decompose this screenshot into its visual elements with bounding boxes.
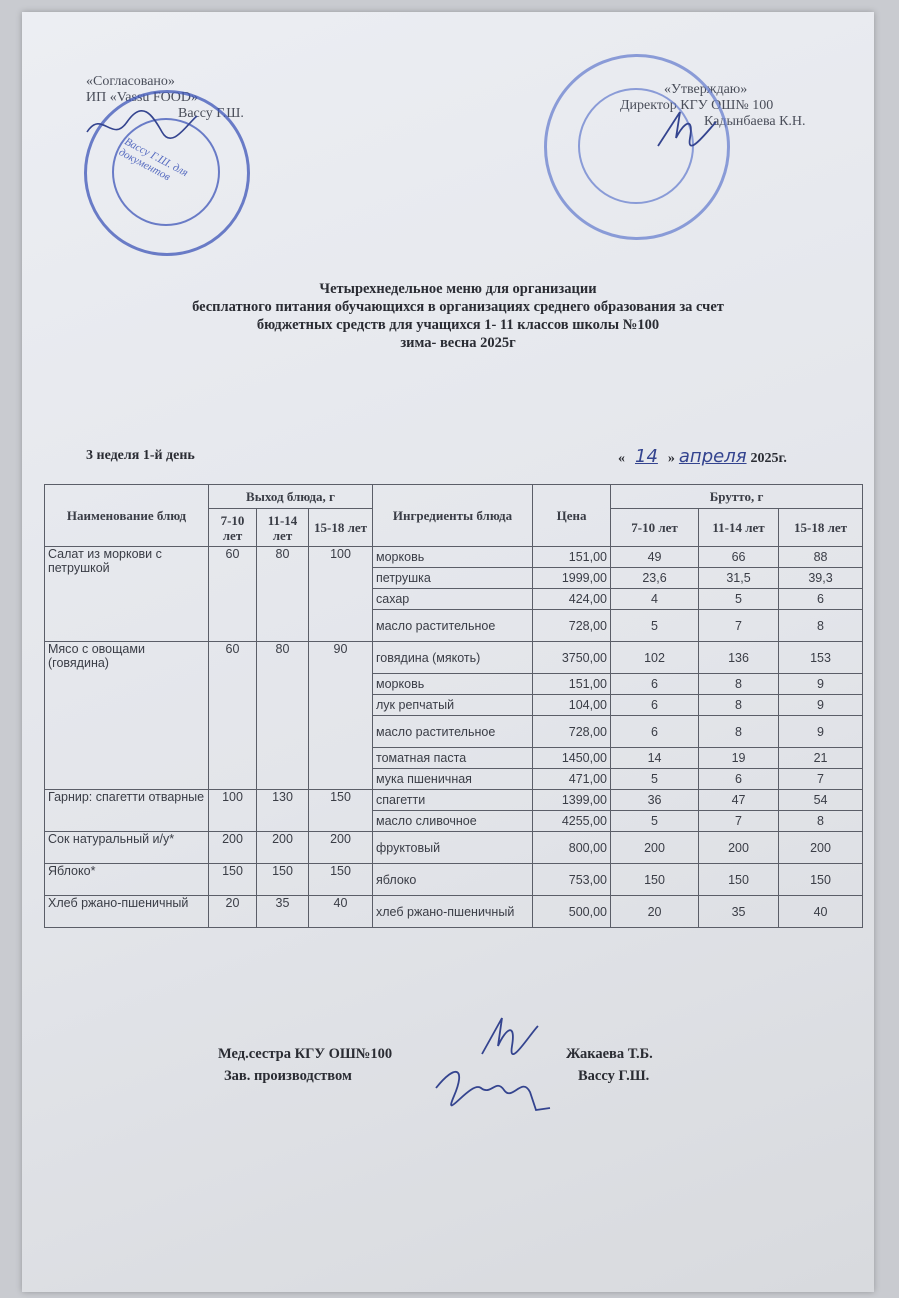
dish-output-cell: 60: [209, 642, 257, 790]
ingredient-brutto-cell: 6: [611, 695, 699, 716]
approval-left-org: ИП «Vassu FOOD»: [86, 90, 199, 105]
ingredient-price: 3750,00: [533, 642, 611, 674]
ingredient-name: фруктовый: [373, 832, 533, 864]
ingredient-brutto-cell: 9: [779, 674, 863, 695]
dish-output-cell: 80: [257, 547, 309, 642]
ingredient-price: 4255,00: [533, 811, 611, 832]
date-quote-open: «: [618, 451, 625, 466]
ingredient-name: говядина (мякоть): [373, 642, 533, 674]
dish-name: Хлеб ржано-пшеничный: [45, 896, 209, 928]
ingredient-name: хлеб ржано-пшеничный: [373, 896, 533, 928]
ingredient-brutto-cell: 150: [699, 864, 779, 896]
ingredient-price: 104,00: [533, 695, 611, 716]
header-price: Цена: [533, 485, 611, 547]
dish-output-cell: 150: [309, 864, 373, 896]
dish-output-cell: 20: [209, 896, 257, 928]
ingredient-price: 728,00: [533, 716, 611, 748]
ingredient-name: спагетти: [373, 790, 533, 811]
dish-name: Гарнир: спагетти отварные: [45, 790, 209, 832]
ingredient-brutto-cell: 200: [779, 832, 863, 864]
dish-output-cell: 130: [257, 790, 309, 832]
date-line: [618, 446, 787, 467]
ingredient-brutto-cell: 5: [611, 769, 699, 790]
ingredient-brutto-cell: 200: [611, 832, 699, 864]
ingredient-price: 424,00: [533, 589, 611, 610]
ingredient-price: 471,00: [533, 769, 611, 790]
ingredient-name: сахар: [373, 589, 533, 610]
table-row: [45, 896, 863, 928]
approval-right-title: «Утверждаю»: [664, 82, 748, 97]
ingredient-price: 1399,00: [533, 790, 611, 811]
dish-output-cell: 150: [309, 790, 373, 832]
date-month: апреля: [678, 446, 747, 467]
ingredient-brutto-cell: 8: [699, 674, 779, 695]
ingredient-brutto-cell: 8: [779, 811, 863, 832]
dish-output-cell: 150: [209, 864, 257, 896]
footer-role-2: Зав. производством: [224, 1068, 352, 1084]
ingredient-brutto-cell: 14: [611, 748, 699, 769]
ingredient-brutto-cell: 102: [611, 642, 699, 674]
ingredient-brutto-cell: 6: [699, 769, 779, 790]
footer-role-1: Мед.сестра КГУ ОШ№100: [218, 1046, 393, 1062]
dish-output-cell: 100: [309, 547, 373, 642]
dish-name: Яблоко*: [45, 864, 209, 896]
ingredient-brutto-cell: 49: [611, 547, 699, 568]
ingredient-brutto-cell: 36: [611, 790, 699, 811]
header-output-age-11-14: 11-14 лет: [257, 509, 309, 547]
ingredient-brutto-cell: 150: [611, 864, 699, 896]
dish-output-cell: 200: [257, 832, 309, 864]
ingredient-price: 800,00: [533, 832, 611, 864]
dish-output-cell: 40: [309, 896, 373, 928]
ingredient-name: томатная паста: [373, 748, 533, 769]
ingredient-brutto-cell: 7: [779, 769, 863, 790]
ingredient-brutto-cell: 5: [611, 610, 699, 642]
ingredient-brutto-cell: 5: [611, 811, 699, 832]
ingredient-name: морковь: [373, 674, 533, 695]
ingredient-brutto-cell: 4: [611, 589, 699, 610]
ingredient-brutto-cell: 66: [699, 547, 779, 568]
footer-name-2: Вассу Г.Ш.: [578, 1068, 650, 1084]
header-output: Выход блюда, г: [209, 485, 373, 509]
table-row: [45, 642, 863, 674]
ingredient-brutto-cell: 9: [779, 716, 863, 748]
header-brutto: Брутто, г: [611, 485, 863, 509]
dish-name: Салат из моркови с петрушкой: [45, 547, 209, 642]
dish-output-cell: 150: [257, 864, 309, 896]
ingredient-brutto-cell: 7: [699, 610, 779, 642]
date-quote-close: »: [667, 451, 675, 466]
ingredient-brutto-cell: 31,5: [699, 568, 779, 589]
title-line-3: бюджетных средств для учащихся 1- 11 классов школы №100: [256, 317, 660, 333]
dish-name: Мясо с овощами (говядина): [45, 642, 209, 790]
header-output-age-15-18: 15-18 лет: [309, 509, 373, 547]
header-brutto-age-11-14: 11-14 лет: [699, 509, 779, 547]
ingredient-brutto-cell: 8: [779, 610, 863, 642]
ingredient-brutto-cell: 5: [699, 589, 779, 610]
ingredient-name: масло растительное: [373, 610, 533, 642]
ingredient-price: 1450,00: [533, 748, 611, 769]
ingredient-brutto-cell: 6: [611, 716, 699, 748]
table-row: [45, 832, 863, 864]
title-line-2: бесплатного питания обучающихся в организациях среднего образования за счет: [192, 299, 724, 315]
ingredient-price: 1999,00: [533, 568, 611, 589]
ingredient-brutto-cell: 8: [699, 695, 779, 716]
header-brutto-age-7-10: 7-10 лет: [611, 509, 699, 547]
dish-output-cell: 200: [309, 832, 373, 864]
dish-output-cell: 200: [209, 832, 257, 864]
dish-output-cell: 60: [209, 547, 257, 642]
header-brutto-age-15-18: 15-18 лет: [779, 509, 863, 547]
dish-output-cell: 90: [309, 642, 373, 790]
ingredient-brutto-cell: 47: [699, 790, 779, 811]
document-sheet: [22, 12, 874, 1292]
ingredient-brutto-cell: 6: [611, 674, 699, 695]
dish-output-cell: 80: [257, 642, 309, 790]
left-stamp-text: Вассу Г.Ш. для документов: [116, 135, 191, 184]
ingredient-brutto-cell: 54: [779, 790, 863, 811]
table-row: [45, 790, 863, 811]
left-signature: [82, 104, 202, 144]
dish-output-cell: 100: [209, 790, 257, 832]
ingredient-brutto-cell: 88: [779, 547, 863, 568]
approval-right-name: Кадынбаева К.Н.: [704, 114, 806, 129]
ingredient-name: мука пшеничная: [373, 769, 533, 790]
header-ingredients: Ингредиенты блюда: [373, 485, 533, 547]
table-row: [45, 864, 863, 896]
ingredient-price: 500,00: [533, 896, 611, 928]
ingredient-name: масло сливочное: [373, 811, 533, 832]
ingredient-price: 151,00: [533, 674, 611, 695]
week-label: 3 неделя 1-й день: [86, 448, 195, 463]
ingredient-name: петрушка: [373, 568, 533, 589]
right-signature: [650, 108, 720, 152]
ingredient-brutto-cell: 35: [699, 896, 779, 928]
ingredient-brutto-cell: 7: [699, 811, 779, 832]
footer-signature-2: [426, 1058, 556, 1118]
title-line-1: Четырехнедельное меню для организации: [319, 281, 597, 297]
date-year: 2025г.: [750, 451, 787, 466]
menu-table: [44, 484, 863, 928]
footer-signature-1: [474, 1012, 544, 1058]
footer-name-1: Жакаева Т.Б.: [566, 1046, 653, 1062]
ingredient-brutto-cell: 150: [779, 864, 863, 896]
ingredient-name: морковь: [373, 547, 533, 568]
approval-left-name: Вассу Г.Ш.: [178, 106, 244, 121]
approval-right-org: Директор КГУ ОШ№ 100: [620, 98, 774, 113]
ingredient-name: яблоко: [373, 864, 533, 896]
ingredient-brutto-cell: 6: [779, 589, 863, 610]
ingredient-brutto-cell: 8: [699, 716, 779, 748]
ingredient-brutto-cell: 136: [699, 642, 779, 674]
ingredient-name: масло растительное: [373, 716, 533, 748]
ingredient-price: 728,00: [533, 610, 611, 642]
ingredient-brutto-cell: 40: [779, 896, 863, 928]
approval-left-title: «Согласовано»: [86, 74, 175, 89]
ingredient-brutto-cell: 39,3: [779, 568, 863, 589]
header-dish: Наименование блюд: [45, 485, 209, 547]
dish-output-cell: 35: [257, 896, 309, 928]
ingredient-name: лук репчатый: [373, 695, 533, 716]
dish-name: Сок натуральный и/у*: [45, 832, 209, 864]
title-line-4: зима- весна 2025г: [400, 335, 516, 351]
ingredient-brutto-cell: 9: [779, 695, 863, 716]
table-row: [45, 547, 863, 568]
ingredient-brutto-cell: 23,6: [611, 568, 699, 589]
menu-table-body: [45, 547, 863, 928]
ingredient-brutto-cell: 20: [611, 896, 699, 928]
date-day: 14: [635, 446, 658, 467]
ingredient-price: 151,00: [533, 547, 611, 568]
ingredient-brutto-cell: 19: [699, 748, 779, 769]
ingredient-brutto-cell: 21: [779, 748, 863, 769]
document-title: [82, 280, 834, 352]
ingredient-brutto-cell: 153: [779, 642, 863, 674]
ingredient-brutto-cell: 200: [699, 832, 779, 864]
header-output-age-7-10: 7-10 лет: [209, 509, 257, 547]
ingredient-price: 753,00: [533, 864, 611, 896]
